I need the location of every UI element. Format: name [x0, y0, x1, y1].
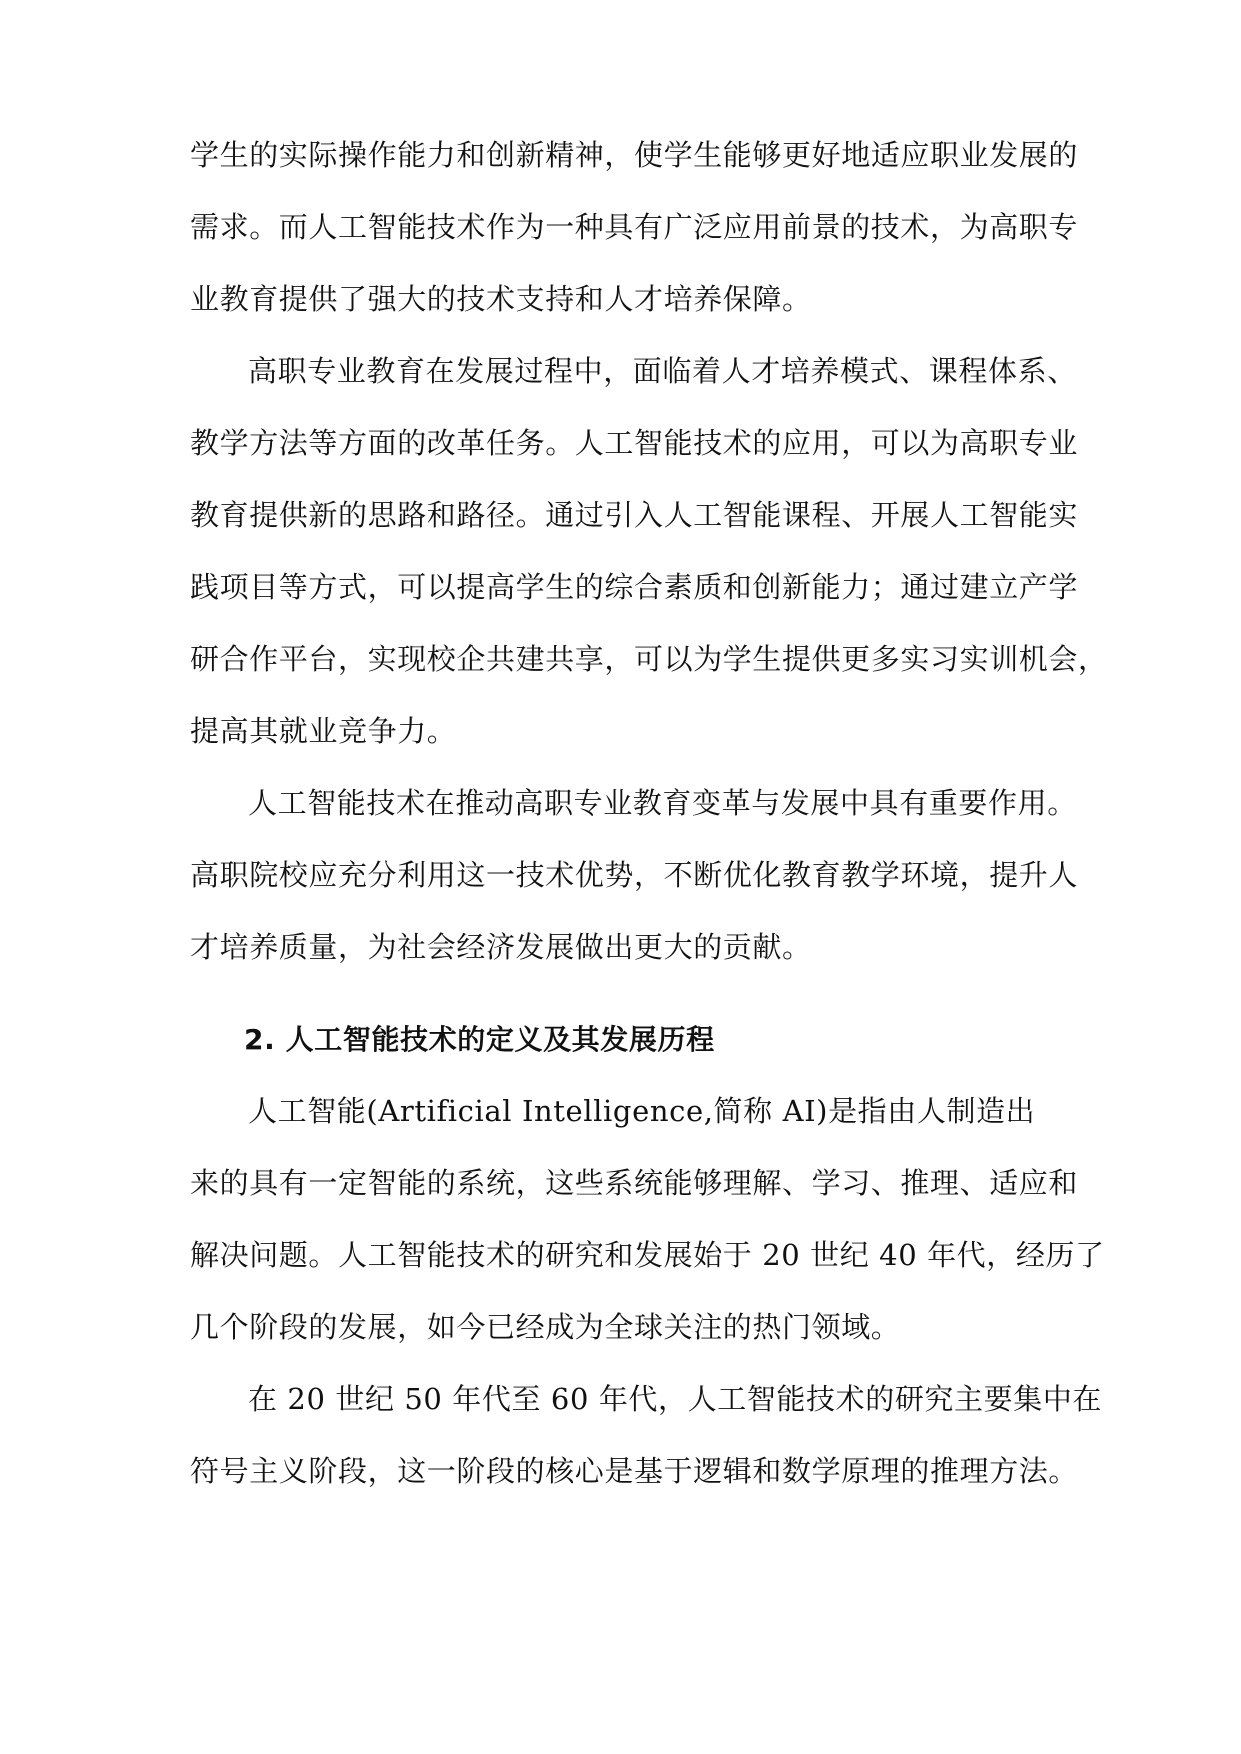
paragraph-4-line-1: 人工智能(Artificial Intelligence,简称 AI)是指由人制造出 [248, 1094, 1036, 1128]
paragraph-1-line-3: 业教育提供了强大的技术支持和人才培养保障。 [190, 282, 812, 316]
paragraph-2-line-4: 践项目等方式，可以提高学生的综合素质和创新能力；通过建立产学 [190, 570, 1079, 604]
paragraph-4-line-4: 几个阶段的发展，如今已经成为全球关注的热门领域。 [190, 1310, 901, 1344]
paragraph-2-line-3: 教育提供新的思路和路径。通过引入人工智能课程、开展人工智能实 [190, 498, 1079, 532]
paragraph-2-line-5: 研合作平台，实现校企共建共享，可以为学生提供更多实习实训机会， [190, 642, 1108, 676]
paragraph-3-line-1: 人工智能技术在推动高职专业教育变革与发展中具有重要作用。 [248, 786, 1077, 820]
paragraph-2-line-2: 教学方法等方面的改革任务。人工智能技术的应用，可以为高职专业 [190, 426, 1079, 460]
paragraph-3-line-3: 才培养质量，为社会经济发展做出更大的贡献。 [190, 930, 812, 964]
paragraph-2-line-1: 高职专业教育在发展过程中，面临着人才培养模式、课程体系、 [248, 354, 1077, 388]
paragraph-4-line-2: 来的具有一定智能的系统，这些系统能够理解、学习、推理、适应和 [190, 1166, 1079, 1200]
paragraph-2-line-6: 提高其就业竞争力。 [190, 714, 457, 748]
paragraph-5-line-1: 在 20 世纪 50 年代至 60 年代，人工智能技术的研究主要集中在 [248, 1382, 1103, 1416]
section-heading: 2. 人工智能技术的定义及其发展历程 [244, 1023, 715, 1056]
paragraph-3-line-2: 高职院校应充分利用这一技术优势，不断优化教育教学环境，提升人 [190, 858, 1079, 892]
paragraph-1-line-1: 学生的实际操作能力和创新精神，使学生能够更好地适应职业发展的 [190, 138, 1079, 172]
paragraph-5-line-2: 符号主义阶段，这一阶段的核心是基于逻辑和数学原理的推理方法。 [190, 1454, 1079, 1488]
paragraph-1-line-2: 需求。而人工智能技术作为一种具有广泛应用前景的技术，为高职专 [190, 210, 1079, 244]
paragraph-4-line-3: 解决问题。人工智能技术的研究和发展始于 20 世纪 40 年代，经历了 [190, 1238, 1105, 1272]
